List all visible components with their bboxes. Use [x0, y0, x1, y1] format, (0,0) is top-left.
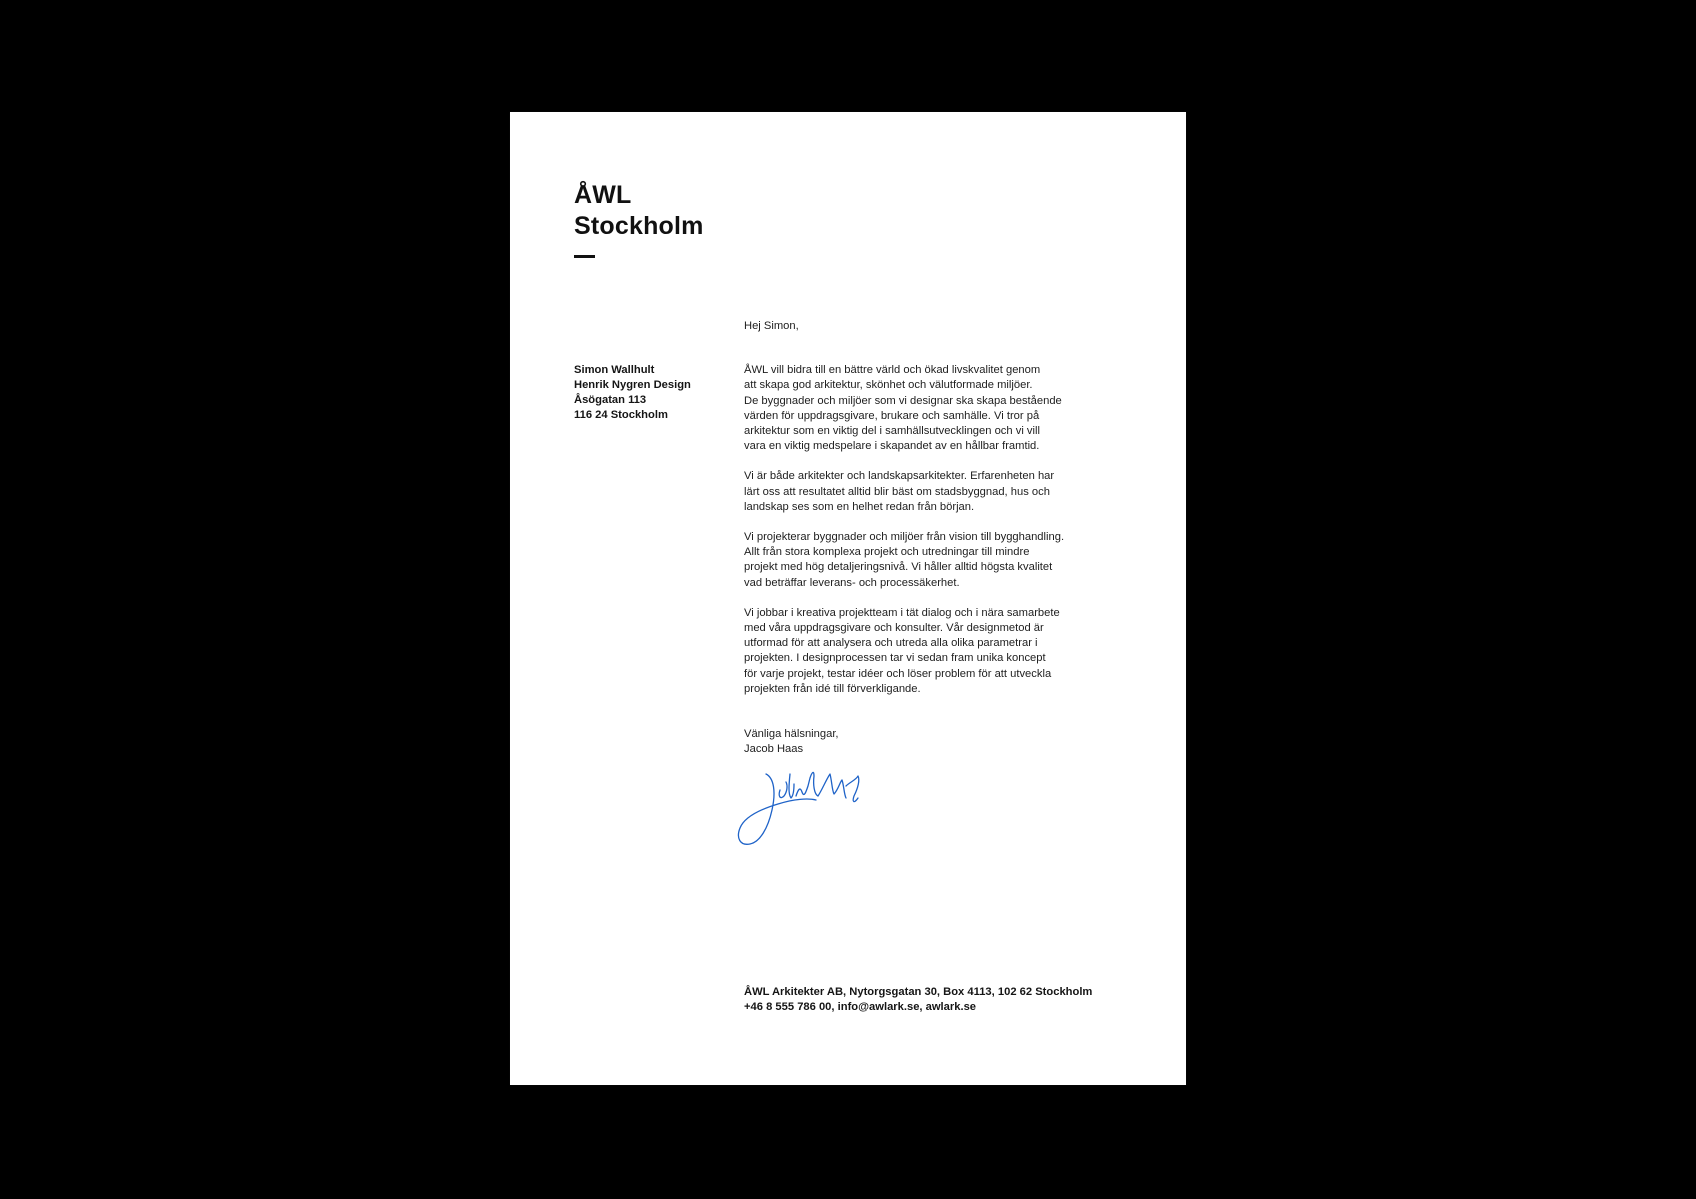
paragraph-line: projekten. I designprocessen tar vi sedan fram unika koncept	[744, 652, 1046, 665]
paragraph-line: för varje projekt, testar idéer och löser problem för att utveckla	[744, 667, 1052, 680]
signer-name: Jacob Haas	[744, 743, 804, 756]
company-footer	[744, 985, 1092, 1015]
recipient-name: Simon Wallhult	[574, 364, 655, 376]
paragraph-4	[744, 606, 1144, 697]
paragraph-line: De byggnader och miljöer som vi designar ska skapa bestående	[744, 394, 1062, 407]
paragraph-line: lärt oss att resultatet alltid blir bäst om stadsbyggnad, hus och	[744, 485, 1050, 498]
letter-greeting: Hej Simon,	[744, 320, 799, 332]
paragraph-line: arkitektur som en viktig del i samhällsutvecklingen och vi vill	[744, 425, 1040, 438]
signature-stroke-surname	[818, 774, 859, 802]
paragraph-line: värden för uppdragsgivare, brukare och samhälle. Vi tror på	[744, 409, 1040, 422]
paragraph-line: Allt från stora komplexa projekt och utredningar till mindre	[744, 546, 1030, 559]
paragraph-line: vara en viktig medspelare i skapandet av en hållbar framtid.	[744, 440, 1040, 453]
recipient-street: Åsögatan 113	[574, 394, 647, 406]
paragraph-line: Vi är både arkitekter och landskapsarkitekter. Erfarenheten har	[744, 470, 1055, 483]
paragraph-3	[744, 530, 1144, 591]
paragraph-line: Vi projekterar byggnader och miljöer från vision till bygghandling.	[744, 531, 1065, 544]
paragraph-1	[744, 363, 1144, 454]
letter-sheet	[510, 112, 1186, 1085]
logo-line-2: Stockholm	[574, 212, 704, 240]
recipient-city: 116 24 Stockholm	[574, 409, 668, 421]
paragraph-line: vad beträffar leverans- och processäkerhet.	[744, 576, 960, 589]
letter-body	[744, 319, 1144, 757]
recipient-company: Henrik Nygren Design	[574, 379, 691, 391]
paragraph-line: utformad för att analysera och utreda alla olika parametrar i	[744, 637, 1038, 650]
logo-dash-divider	[574, 255, 595, 258]
recipient-address-block	[574, 363, 691, 423]
paragraph-line: ÅWL vill bidra till en bättre värld och ökad livskvalitet genom	[744, 364, 1041, 377]
paragraph-line: projekt med hög detaljeringsnivå. Vi håller alltid högsta kvalitet	[744, 561, 1053, 574]
paragraph-line: projekten från idé till förverkligande.	[744, 682, 921, 695]
signature-stroke-loop	[738, 774, 816, 844]
company-logo	[574, 180, 704, 242]
paragraph-2	[744, 469, 1144, 515]
paragraph-line: med våra uppdragsgivare och konsulter. Vår designmetod är	[744, 622, 1044, 635]
footer-address: ÅWL Arkitekter AB, Nytorgsgatan 30, Box 4113, 102 62 Stockholm	[744, 986, 1093, 998]
signature-icon	[734, 752, 884, 852]
paragraph-line: att skapa god arkitektur, skönhet och välutformade miljöer.	[744, 379, 1033, 392]
paragraph-line: landskap ses som en helhet redan från början.	[744, 500, 975, 513]
closing-salutation: Vänliga hälsningar,	[744, 728, 839, 741]
footer-contact: +46 8 555 786 00, info@awlark.se, awlark.se	[744, 1001, 977, 1014]
signature-stroke-letters	[779, 772, 818, 798]
paragraph-line: Vi jobbar i kreativa projektteam i tät dialog och i nära samarbete	[744, 606, 1060, 619]
logo-line-1: ÅWL	[574, 181, 632, 209]
